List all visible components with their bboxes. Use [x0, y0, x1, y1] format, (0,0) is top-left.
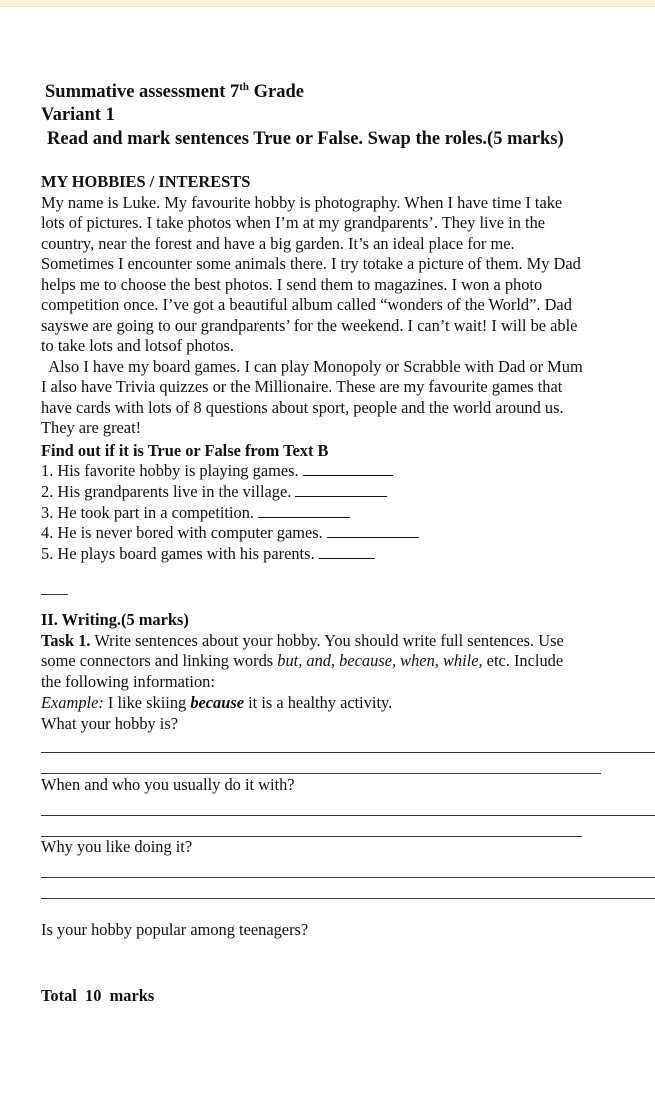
reading-line: competition once. I’ve got a beautiful album called “wonders of the World”. Dad: [41, 295, 572, 314]
linking-words: but, and, because, when, while,: [277, 651, 483, 670]
writing-task-line: [41, 631, 564, 651]
reading-line: have cards with lots of 8 questions about sport, people and the world around us.: [41, 397, 564, 417]
reading-line: Sometimes I encounter some animals there. I try totake a picture of them. My Dad: [41, 254, 581, 273]
reading-line: helps me to choose the best photos. I send them to magazines. I won a photo: [41, 274, 543, 294]
reading-line: My name is Luke. My favourite hobby is photography. When I have time I take: [41, 192, 563, 212]
tf-item-text: 5. He plays board games with his parents.: [41, 544, 315, 563]
tf-item-text: 3. He took part in a competition.: [41, 503, 255, 522]
task-text: Write sentences about your hobby. You should write full sentences. Use: [90, 631, 564, 650]
writing-heading: II. Writing.(5 marks): [41, 610, 189, 629]
answer-line[interactable]: [41, 815, 655, 816]
tf-item-text: 4. He is never bored with computer games.: [41, 523, 323, 542]
answer-blank[interactable]: [319, 544, 375, 559]
reading-line: sayswe are going to our grandparents’ for the weekend. I can’t wait! I will be able: [41, 315, 578, 335]
grade-text: Grade: [249, 82, 305, 102]
answer-blank[interactable]: [303, 461, 393, 476]
reading-line: They are great!: [41, 418, 142, 437]
short-divider: [41, 594, 68, 595]
task-text: etc. Include: [482, 651, 564, 670]
example-text: it is a healthy activity.: [244, 693, 393, 712]
reading-line: lots of pictures. I take photos when I’m at my grandparents’. They live in the: [41, 213, 546, 232]
answer-blank[interactable]: [258, 503, 350, 518]
writing-question: When and who you usually do it with?: [41, 775, 295, 794]
tf-item: [41, 523, 419, 543]
assessment-title-text: Summative assessment 7: [45, 82, 240, 102]
example-line: [41, 693, 392, 713]
reading-instruction: Read and mark sentences True or False. Swap the roles.(5 marks): [47, 129, 564, 149]
answer-blank[interactable]: [327, 523, 419, 538]
reading-line: Also I have my board games. I can play Monopoly or Scrabble with Dad or Mum: [41, 356, 583, 376]
writing-question: What your hobby is?: [41, 714, 179, 733]
tf-item: [41, 461, 393, 481]
grade-superscript: th: [239, 80, 250, 93]
writing-question: Why you like doing it?: [41, 837, 193, 856]
answer-line[interactable]: [41, 877, 655, 878]
task-label: Task 1.: [41, 631, 91, 650]
tf-heading: Find out if it is True or False from Text B: [41, 441, 329, 460]
total-marks: Total 10 marks: [41, 986, 155, 1005]
tf-item: [41, 482, 387, 502]
tf-item-text: 1. His favorite hobby is playing games.: [41, 461, 299, 480]
example-label: Example:: [41, 693, 104, 712]
example-connector: because: [190, 693, 245, 712]
writing-question: Is your hobby popular among teenagers?: [41, 920, 309, 939]
example-text: I like skiing: [103, 693, 191, 712]
reading-line: country, near the forest and have a big garden. It’s an ideal place for me.: [41, 233, 515, 253]
variant-label: Variant 1: [41, 105, 115, 125]
tf-item-text: 2. His grandparents live in the village.: [41, 482, 292, 501]
answer-line[interactable]: [41, 752, 655, 753]
task-text: some connectors and linking words: [41, 651, 278, 670]
tf-item: [41, 503, 350, 523]
writing-task-line: the following information:: [41, 672, 215, 691]
assessment-title: [45, 81, 304, 103]
reading-line: to take lots and lotsof photos.: [41, 336, 235, 355]
reading-heading: MY HOBBIES / INTERESTS: [41, 172, 251, 191]
answer-line[interactable]: [41, 773, 601, 774]
writing-task-line: [41, 651, 563, 671]
answer-line[interactable]: [41, 898, 655, 899]
tf-item: [41, 544, 375, 564]
reading-line: I also have Trivia quizzes or the Millionaire. These are my favourite games that: [41, 377, 563, 396]
answer-blank[interactable]: [295, 482, 387, 497]
